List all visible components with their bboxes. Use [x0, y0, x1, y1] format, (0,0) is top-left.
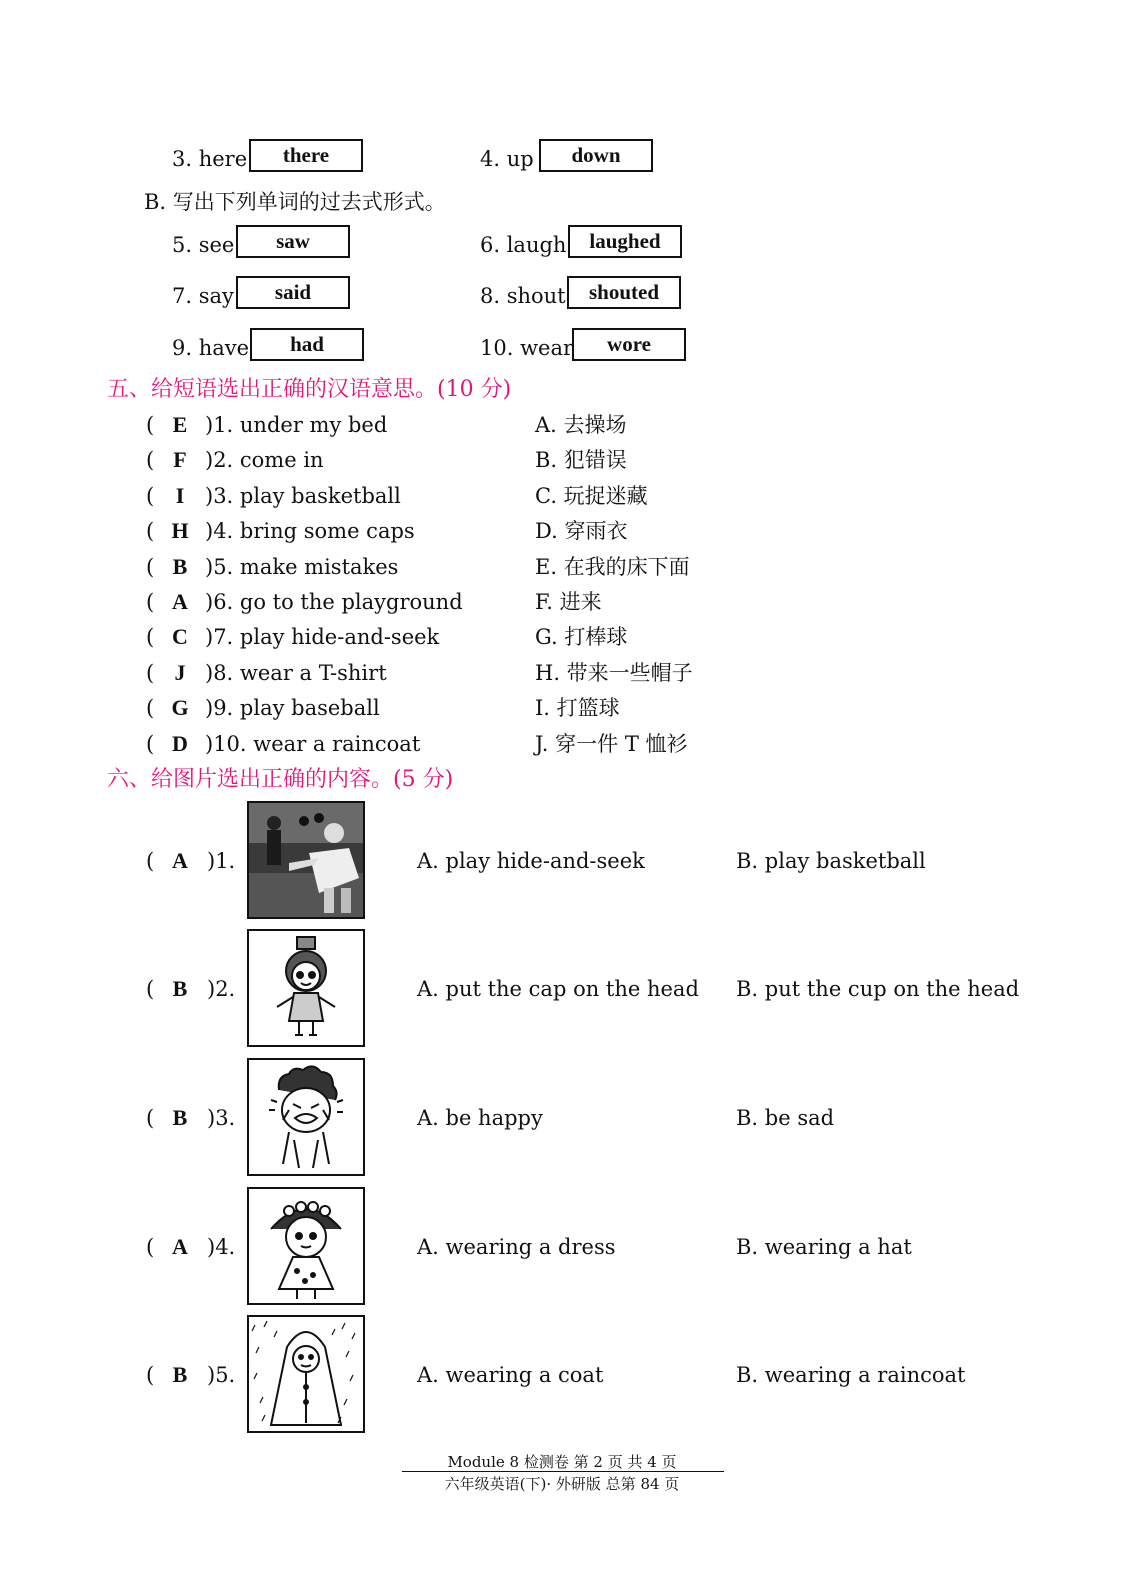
answer-box-9: had: [250, 328, 364, 361]
answer-letter: B: [172, 554, 188, 579]
open-paren: (: [146, 1235, 155, 1259]
answer-letter: I: [175, 483, 185, 508]
chinese-option: J. 穿一件 T 恤衫: [535, 732, 688, 756]
crying-boy-drawing: [247, 1058, 365, 1176]
open-paren: (: [146, 1106, 155, 1130]
phrase: )1. under my bed: [205, 413, 388, 437]
answer-box-6: laughed: [568, 225, 682, 258]
option-b: B. be sad: [736, 1106, 835, 1130]
answer-letter: B: [172, 976, 188, 1001]
answer-letter: H: [171, 518, 189, 543]
answer-letter: J: [174, 660, 186, 685]
option-b: B. put the cup on the head: [736, 977, 1020, 1001]
answer-letter: A: [172, 589, 188, 614]
chinese-option: A. 去操场: [535, 413, 627, 437]
option-a: A. be happy: [417, 1106, 543, 1130]
answer-letter: C: [172, 624, 188, 649]
chinese-option: I. 打篮球: [535, 696, 620, 720]
phrase: )3. play basketball: [205, 484, 401, 508]
word-4: 4. up: [480, 147, 534, 171]
answer-letter: G: [171, 695, 189, 720]
chinese-option: C. 玩捉迷藏: [535, 484, 648, 508]
chinese-option: E. 在我的床下面: [535, 555, 690, 579]
phrase: )8. wear a T-shirt: [205, 661, 387, 685]
section-5-heading: 五、给短语选出正确的汉语意思。(10 分): [107, 377, 512, 402]
chinese-option: H. 带来一些帽子: [535, 661, 693, 685]
answer-box-7: said: [236, 276, 350, 309]
part-b-heading: B. 写出下列单词的过去式形式。: [144, 190, 446, 214]
word-8: 8. shout: [480, 284, 566, 308]
answer-box-5: saw: [236, 225, 350, 258]
option-a: A. play hide-and-seek: [417, 849, 645, 873]
answer-letter: B: [172, 1105, 188, 1130]
open-paren: (: [146, 555, 155, 579]
option-b: B. wearing a raincoat: [736, 1363, 966, 1387]
chinese-option: B. 犯错误: [535, 448, 627, 472]
phrase: )4. bring some caps: [205, 519, 415, 543]
footer-line-2: 六年级英语(下)· 外研版 总第 84 页: [444, 1475, 680, 1493]
chinese-option: D. 穿雨衣: [535, 519, 628, 543]
question-number: )2.: [207, 977, 236, 1001]
phrase: )6. go to the playground: [205, 590, 463, 614]
open-paren: (: [146, 661, 155, 685]
chinese-option: G. 打棒球: [535, 625, 628, 649]
children-playing-photo: [247, 801, 365, 919]
question-number: )5.: [207, 1363, 236, 1387]
question-number: )1.: [207, 849, 236, 873]
option-a: A. put the cap on the head: [417, 977, 699, 1001]
phrase: )9. play baseball: [205, 696, 380, 720]
footer-line-1: Module 8 检测卷 第 2 页 共 4 页: [447, 1453, 677, 1471]
answer-box-8: shouted: [567, 276, 681, 309]
word-3: 3. here: [172, 147, 248, 171]
open-paren: (: [146, 484, 155, 508]
open-paren: (: [146, 696, 155, 720]
girl-with-cup-on-head-drawing: [247, 929, 365, 1047]
open-paren: (: [146, 519, 155, 543]
open-paren: (: [146, 977, 155, 1001]
open-paren: (: [146, 590, 155, 614]
phrase: )10. wear a raincoat: [205, 732, 421, 756]
boy-in-raincoat-drawing: [247, 1315, 365, 1433]
question-number: )3.: [207, 1106, 236, 1130]
open-paren: (: [146, 1363, 155, 1387]
word-9: 9. have: [172, 336, 250, 360]
word-5: 5. see: [172, 233, 235, 257]
open-paren: (: [146, 849, 155, 873]
footer-divider: [402, 1471, 724, 1472]
word-10: 10. wear: [480, 336, 574, 360]
answer-box-4: down: [539, 139, 653, 172]
section-6-heading: 六、给图片选出正确的内容。(5 分): [107, 767, 454, 792]
option-b: B. wearing a hat: [736, 1235, 912, 1259]
phrase: )7. play hide-and-seek: [205, 625, 440, 649]
answer-box-3: there: [249, 139, 363, 172]
answer-letter: E: [172, 412, 188, 437]
answer-letter: F: [173, 447, 187, 472]
question-number: )4.: [207, 1235, 236, 1259]
answer-letter: B: [172, 1362, 188, 1387]
open-paren: (: [146, 732, 155, 756]
option-a: A. wearing a dress: [417, 1235, 616, 1259]
word-7: 7. say: [172, 284, 234, 308]
option-b: B. play basketball: [736, 849, 926, 873]
open-paren: (: [146, 448, 155, 472]
word-6: 6. laugh: [480, 233, 567, 257]
chinese-option: F. 进来: [535, 590, 602, 614]
girl-in-dress-drawing: [247, 1187, 365, 1305]
phrase: )5. make mistakes: [205, 555, 399, 579]
option-a: A. wearing a coat: [417, 1363, 604, 1387]
open-paren: (: [146, 413, 155, 437]
answer-letter: A: [172, 848, 188, 873]
open-paren: (: [146, 625, 155, 649]
answer-letter: D: [172, 731, 188, 756]
phrase: )2. come in: [205, 448, 324, 472]
answer-letter: A: [172, 1234, 188, 1259]
answer-box-10: wore: [572, 328, 686, 361]
